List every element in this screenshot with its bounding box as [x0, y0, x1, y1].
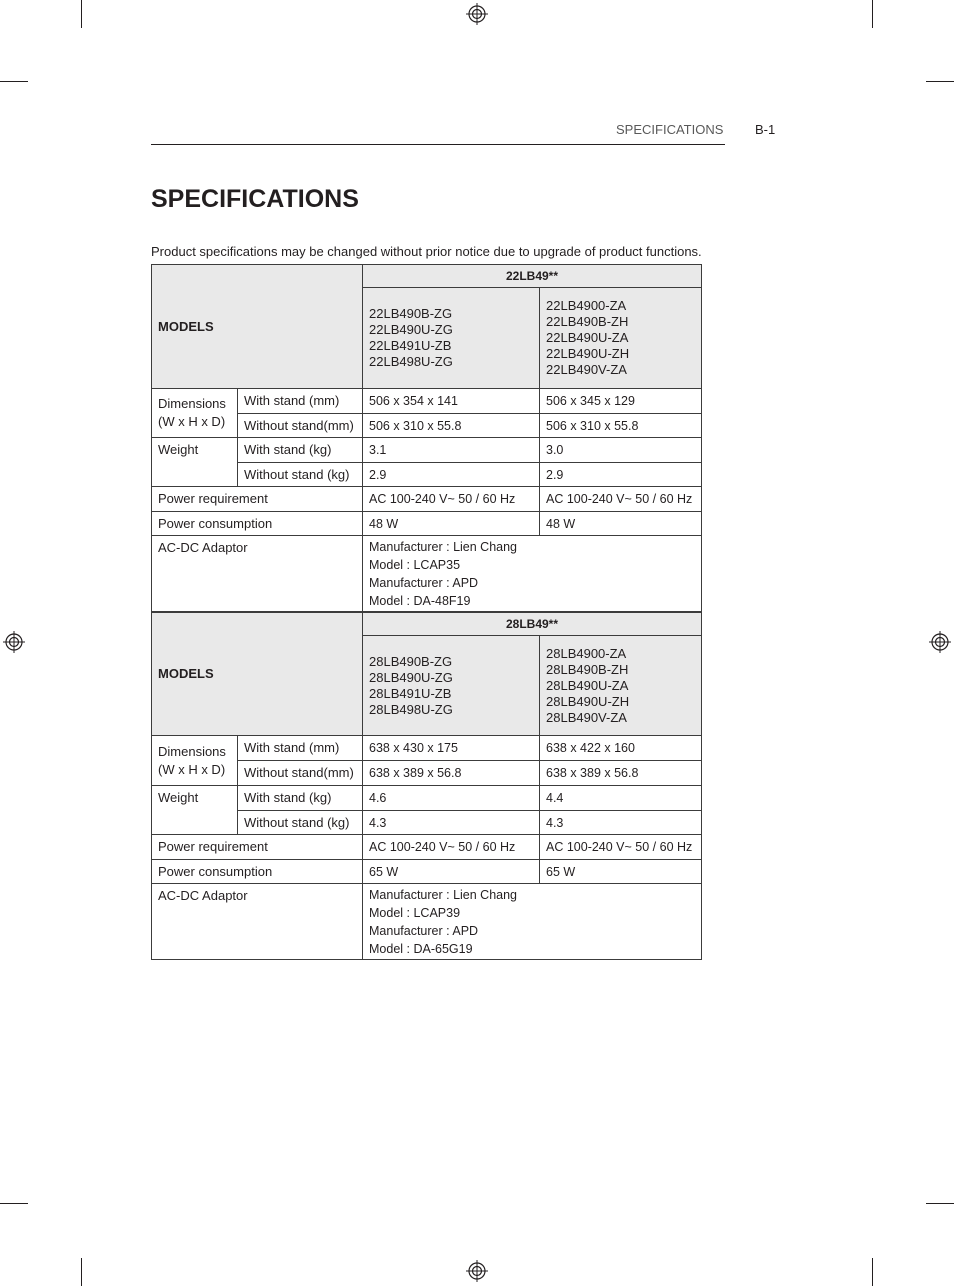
table-cell: AC 100-240 V~ 50 / 60 Hz	[540, 487, 702, 512]
notice-text: Product specifications may be changed without prior notice due to upgrade of product functions.	[151, 244, 702, 259]
table-cell: 638 x 422 x 160	[540, 736, 702, 761]
without-stand-mm-label: Without stand(mm)	[238, 414, 363, 438]
acdc-adaptor-label-text: AC-DC Adaptor	[158, 540, 248, 555]
weight-label-text: Weight	[158, 442, 199, 457]
power-consumption-label: Power consumption	[152, 512, 363, 536]
adaptor-line: Manufacturer : APD	[369, 924, 479, 938]
model-code: 22LB490B-ZG	[369, 306, 453, 321]
adaptor-line: Model : LCAP35	[369, 558, 461, 572]
table-cell: 4.3	[363, 811, 540, 835]
model-series-name: 28LB49**	[363, 613, 702, 636]
crop-mark	[872, 0, 873, 28]
model-code: 22LB490U-ZH	[546, 346, 630, 361]
page-title: SPECIFICATIONS	[151, 185, 359, 213]
acdc-adaptor-label	[152, 536, 363, 612]
adaptor-line: Model : LCAP39	[369, 906, 461, 920]
model-list	[540, 636, 702, 736]
adaptor-line: Manufacturer : APD	[369, 576, 479, 590]
table-cell: 48 W	[363, 512, 540, 536]
model-code: 22LB4900-ZA	[546, 298, 627, 313]
spec-table-22lb49	[151, 264, 702, 612]
table-cell: 3.0	[540, 438, 702, 463]
table-cell: 506 x 345 x 129	[540, 389, 702, 414]
spec-table-28lb49	[151, 612, 702, 960]
table-cell: AC 100-240 V~ 50 / 60 Hz	[540, 835, 702, 860]
model-code: 28LB490U-ZA	[546, 677, 629, 693]
with-stand-kg-label: With stand (kg)	[238, 438, 363, 463]
page-number: B-1	[755, 122, 776, 137]
model-code: 28LB490U-ZH	[546, 693, 630, 709]
table-cell: 4.6	[363, 786, 540, 811]
models-label: MODELS	[152, 613, 363, 736]
running-header-section: SPECIFICATIONS	[616, 122, 724, 137]
table-cell: 638 x 389 x 56.8	[540, 761, 702, 786]
with-stand-kg-label: With stand (kg)	[238, 786, 363, 811]
adaptor-line: Manufacturer : Lien Chang	[369, 540, 518, 554]
dimensions-label-line: Dimensions	[158, 743, 226, 759]
model-code: 28LB498U-ZG	[369, 701, 453, 717]
model-series-name: 22LB49**	[363, 265, 702, 288]
table-cell: 638 x 389 x 56.8	[363, 761, 540, 786]
table-cell: 65 W	[363, 860, 540, 884]
models-label: MODELS	[152, 265, 363, 389]
power-requirement-label: Power requirement	[152, 835, 363, 860]
model-code: 22LB490U-ZG	[369, 322, 453, 337]
table-cell: 2.9	[363, 463, 540, 487]
weight-label-text: Weight	[158, 790, 199, 805]
model-code: 22LB490B-ZH	[546, 314, 629, 329]
model-code: 28LB4900-ZA	[546, 645, 627, 661]
dimensions-label	[152, 389, 238, 438]
table-cell: 506 x 310 x 55.8	[540, 414, 702, 438]
crop-mark	[81, 1258, 82, 1286]
dimensions-label	[152, 736, 238, 786]
table-cell: 3.1	[363, 438, 540, 463]
registration-mark-icon	[3, 631, 25, 653]
crop-mark	[0, 1203, 28, 1204]
table-cell: 48 W	[540, 512, 702, 536]
without-stand-mm-label: Without stand(mm)	[238, 761, 363, 786]
crop-mark	[0, 81, 28, 82]
model-code: 22LB490V-ZA	[546, 362, 627, 377]
crop-mark	[81, 0, 82, 28]
table-cell: 4.3	[540, 811, 702, 835]
table-cell: 506 x 310 x 55.8	[363, 414, 540, 438]
model-code: 28LB491U-ZB	[369, 685, 452, 701]
dimensions-label-line: (W x H x D)	[158, 761, 226, 777]
model-code: 28LB490V-ZA	[546, 709, 627, 725]
header-divider	[151, 144, 725, 145]
model-code: 22LB490U-ZA	[546, 330, 629, 345]
table-cell: 4.4	[540, 786, 702, 811]
model-list	[540, 288, 702, 389]
model-code: 28LB490B-ZG	[369, 653, 453, 669]
adaptor-line: Manufacturer : Lien Chang	[369, 888, 518, 902]
model-code: 22LB491U-ZB	[369, 338, 452, 353]
table-cell: 638 x 430 x 175	[363, 736, 540, 761]
model-code: 28LB490U-ZG	[369, 669, 453, 685]
table-cell: 2.9	[540, 463, 702, 487]
adaptor-line: Model : DA-65G19	[369, 942, 473, 956]
registration-mark-icon	[466, 3, 488, 25]
with-stand-mm-label: With stand (mm)	[238, 736, 363, 761]
table-cell: 506 x 354 x 141	[363, 389, 540, 414]
adaptor-details	[363, 536, 702, 612]
power-consumption-label: Power consumption	[152, 860, 363, 884]
model-code: 28LB490B-ZH	[546, 661, 629, 677]
acdc-adaptor-label	[152, 884, 363, 960]
crop-mark	[926, 81, 954, 82]
weight-label	[152, 786, 238, 835]
without-stand-kg-label: Without stand (kg)	[238, 463, 363, 487]
power-requirement-label: Power requirement	[152, 487, 363, 512]
without-stand-kg-label: Without stand (kg)	[238, 811, 363, 835]
dimensions-label-line: Dimensions	[158, 396, 226, 411]
adaptor-line: Model : DA-48F19	[369, 594, 471, 608]
with-stand-mm-label: With stand (mm)	[238, 389, 363, 414]
model-list	[363, 636, 540, 736]
registration-mark-icon	[466, 1260, 488, 1282]
model-code: 22LB498U-ZG	[369, 354, 453, 369]
table-cell: 65 W	[540, 860, 702, 884]
model-list	[363, 288, 540, 389]
table-cell: AC 100-240 V~ 50 / 60 Hz	[363, 487, 540, 512]
dimensions-label-line: (W x H x D)	[158, 414, 226, 429]
crop-mark	[926, 1203, 954, 1204]
weight-label	[152, 438, 238, 487]
adaptor-details	[363, 884, 702, 960]
crop-mark	[872, 1258, 873, 1286]
registration-mark-icon	[929, 631, 951, 653]
acdc-adaptor-label-text: AC-DC Adaptor	[158, 888, 248, 903]
table-cell: AC 100-240 V~ 50 / 60 Hz	[363, 835, 540, 860]
